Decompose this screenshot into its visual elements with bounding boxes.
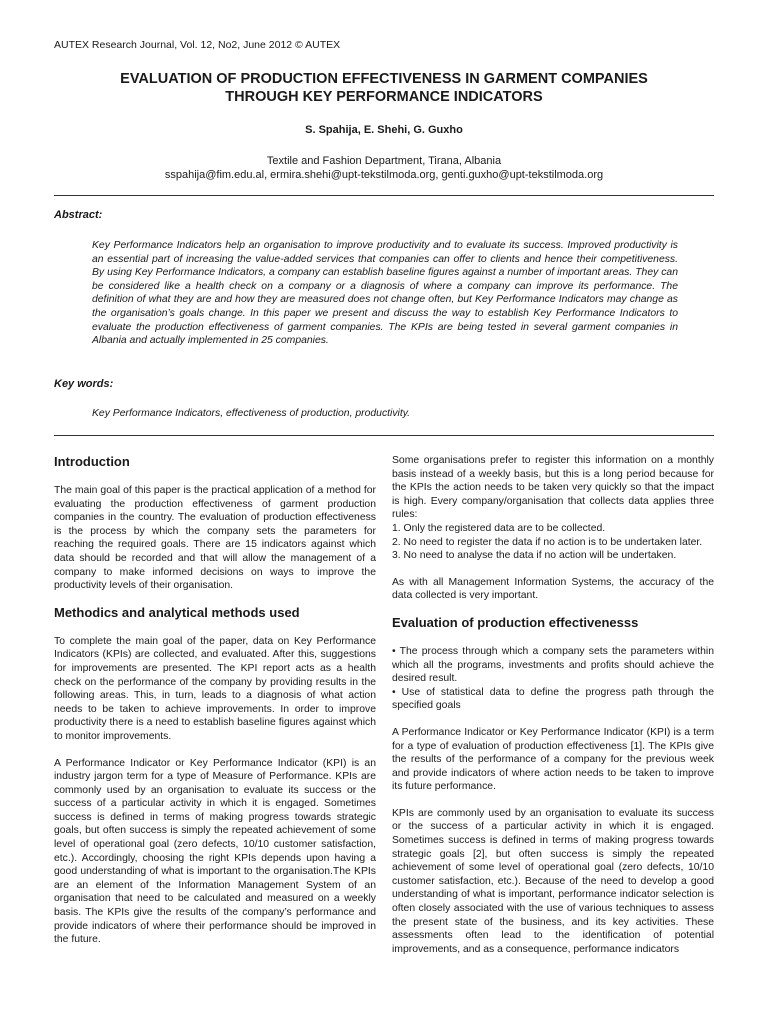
list-item: 1. Only the registered data are to be collected.	[392, 522, 606, 534]
evaluation-heading: Evaluation of production effectivenesss	[392, 614, 639, 630]
right-paragraph-4: KPIs are commonly used by an organisation to evaluate its success or the success of a particular activity in which it is engaged. Sometimes success is defined in terms of making progress towards strategic goals [2], but often success is simply the repeated achievement of some level of operational goal (zero defects, 10/10 customer satisfaction, etc.). Because of the need to develop a good understanding of what is important, performance indicator selection is often closely associated with the use of various techniques to assess the present state of the business, and its key activities. These assessments often lead to the identification of potential improvements, and as a consequence, performance indicators	[392, 807, 714, 955]
left-column	[54, 454, 376, 947]
keywords-heading: Key words:	[54, 378, 114, 390]
affiliation-block	[40, 154, 728, 182]
title-line-1: EVALUATION OF PRODUCTION EFFECTIVENESS IN GARMENT COMPANIES	[120, 71, 648, 87]
introduction-heading: Introduction	[54, 454, 130, 469]
authors: S. Spahija, E. Shehi, G. Guxho	[305, 124, 463, 136]
right-column	[392, 454, 714, 956]
list-item: 2. No need to register the data if no action is to be undertaken later.	[392, 536, 703, 548]
introduction-paragraph: The main goal of this paper is the practical application of a method for evaluating the production effectiveness of garment production companies in the country. The evaluation of production effectiveness is the process by which the company sets the parameters for reaching the required goals. There are 15 indicators against which data should be recorded and that will allow the management of a company to make informed decisions on ways to improve the productivity levels of their organisation.	[54, 485, 376, 592]
divider-top	[54, 195, 714, 196]
list-item: 3. No need to analyse the data if no action will be undertaken.	[392, 550, 677, 562]
affiliation: Textile and Fashion Department, Tirana, Albania	[266, 155, 502, 167]
bullet-item-1: • The process through which a company sets the parameters within which all the programs, investments and profits should achieve the desired result.	[392, 645, 714, 685]
paper-title	[40, 70, 728, 106]
title-line-2: THROUGH KEY PERFORMANCE INDICATORS	[225, 89, 543, 105]
right-paragraph-3: A Performance Indicator or Key Performance Indicator (KPI) is a term for a type of evaluation of production effectiveness [1]. The KPIs give the results of the performance of a company for the previous week and provide indicators of where action needs to be taken to improve its future performance.	[392, 726, 714, 793]
bullet-item-2: • Use of statistical data to define the progress path through the specified goals	[392, 686, 714, 712]
abstract-body: Key Performance Indicators help an organisation to improve productivity and to evaluate its success. Improved productivity is an essential part of increasing the value-added services that companies can offer to clients and hence their competitiveness. By using Key Performance Indicators, a company can establish baseline figures against a number of important areas. They can be considered like a health check on a company or a diagnosis of where a company can improve its performance. The definition of what they are and how they are measured does not change often, but Key Performance Indicators may change as the organisation’s goals change. In this paper we present and discuss the way to establish Key Performance Indicators to evaluate the production effectiveness of garment companies. The KPIs are being tested in several garment companies in Albania and actually implemented in 25 companies.	[92, 240, 678, 347]
author-emails: sspahija@fim.edu.al, ermira.shehi@upt-tekstilmoda.org, genti.guxho@upt-tekstilmoda.org	[164, 169, 604, 181]
right-paragraph-1: Some organisations prefer to register this information on a monthly basis instead of a weekly basis, but this is a long period because for the KPIs the action needs to be taken very quickly so that the impact is high. Every company/organisation that collects data applies three rules:	[392, 455, 714, 521]
methods-heading: Methodics and analytical methods used	[54, 604, 300, 620]
right-paragraph-2: As with all Management Information Systems, the accuracy of the data collected is very important.	[392, 576, 714, 602]
divider-bottom	[54, 435, 714, 436]
keywords-body: Key Performance Indicators, effectiveness of production, productivity.	[92, 408, 411, 419]
methods-paragraph-1: To complete the main goal of the paper, data on Key Performance Indicators (KPIs) are collected, and evaluated. After this, suggestions for improvements are presented. The KPI report acts as a health check on the performance of the company by providing results in the following areas. This, in turn, leads to a diagnosis of what action needs to be taken to achieve improvements. In order to improve productivity there is a need to establish baseline figures against which to monitor improvements.	[54, 635, 376, 742]
methods-paragraph-2: A Performance Indicator or Key Performance Indicator (KPI) is an industry jargon term for a type of Measure of Performance. KPIs are commonly used by an organisation to evaluate its success or the success of a particular activity in which it is engaged. Sometimes success is defined in terms of making progress towards strategic goals, but often success is simply the repeated achievement of some level of operational goal (zero defects, 10/10 customer satisfaction, etc.). Accordingly, choosing the right KPIs depends upon having a good understanding of what is important to the organisation.The KPIs are an element of the Information Management System of an organisation that need to be calculated and measured on a weekly basis. The KPIs give the results of the company’s performance and provide indicators of where their performance should be improved in the future.	[54, 757, 376, 946]
rules-list	[392, 522, 714, 563]
abstract-heading: Abstract:	[54, 209, 103, 221]
journal-header: AUTEX Research Journal, Vol. 12, No2, June 2012 © AUTEX	[54, 39, 341, 51]
